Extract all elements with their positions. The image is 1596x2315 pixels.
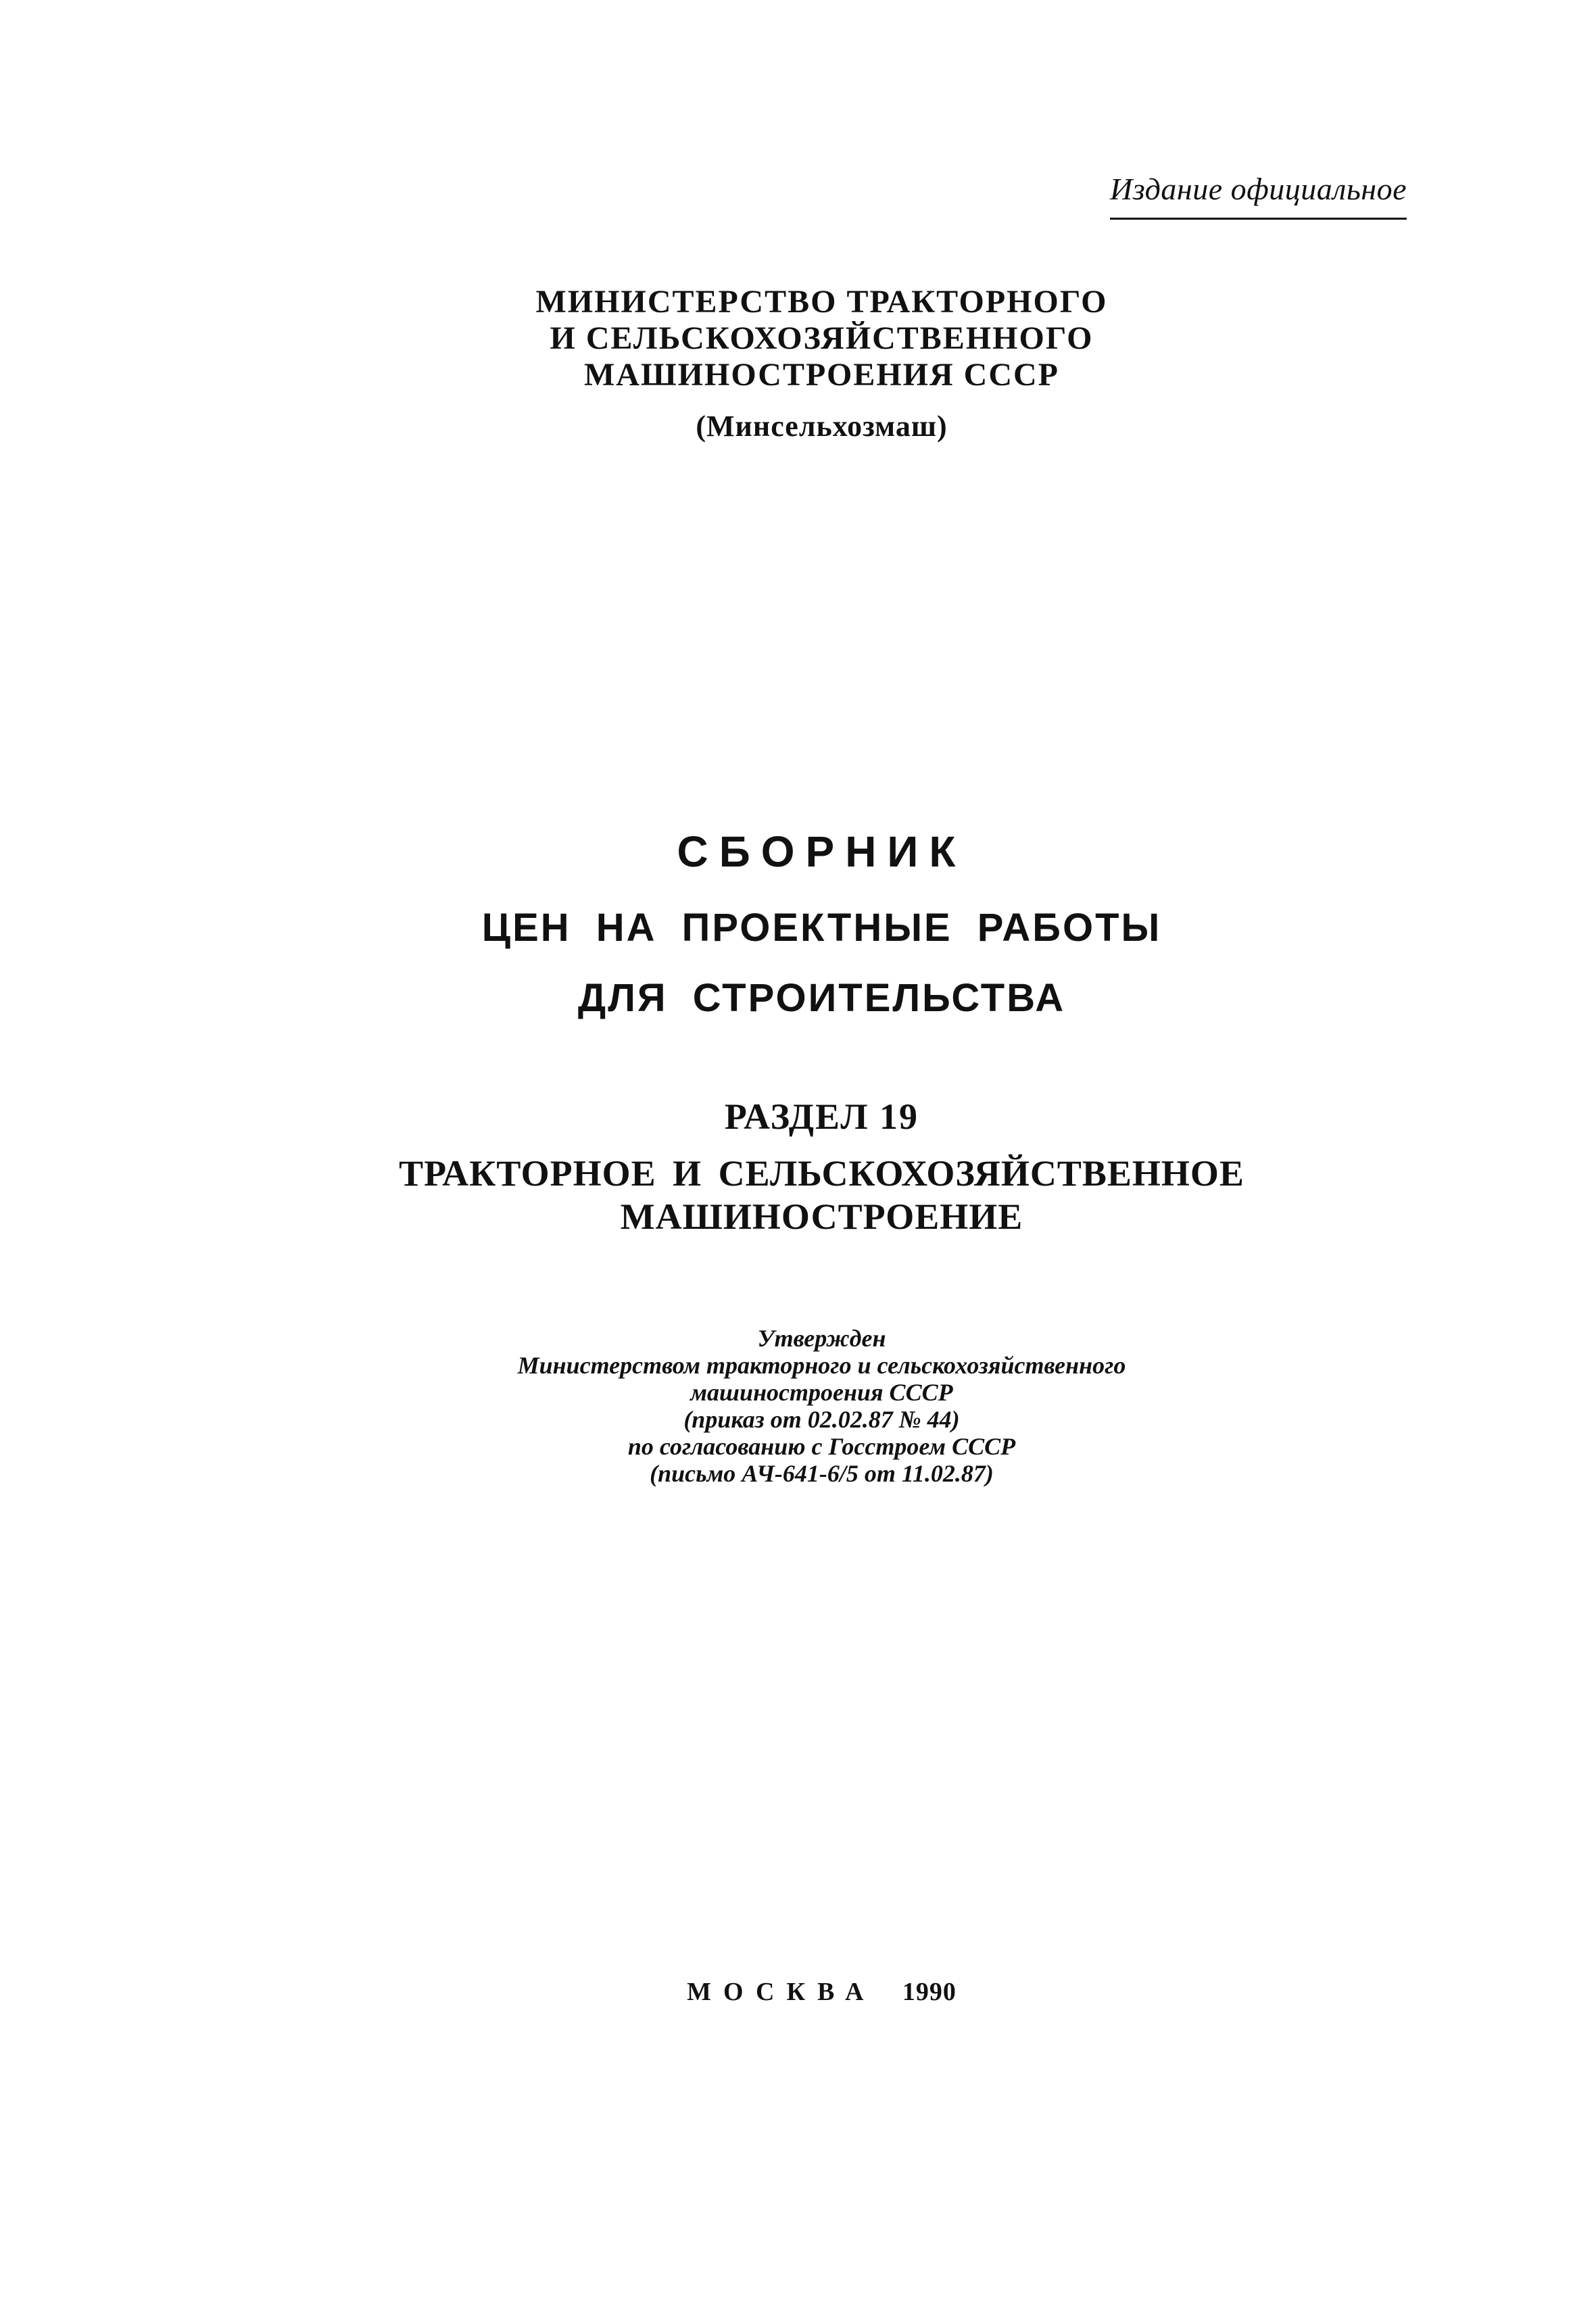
section-heading — [0, 1095, 1596, 1238]
imprint-footer — [0, 1977, 1596, 2007]
ministry-header — [0, 284, 1596, 445]
approval-line: Утвержден — [757, 1325, 886, 1352]
collection-subtitle-line: ЦЕН НА ПРОЕКТНЫЕ РАБОТЫ — [481, 906, 1162, 950]
approval-line: (письмо АЧ-641-6/5 от 11.02.87) — [650, 1460, 994, 1487]
edition-text: Издание официальное — [1110, 172, 1407, 206]
ministry-line: МИНИСТЕРСТВО ТРАКТОРНОГО — [535, 284, 1108, 320]
collection-subtitle-line: ДЛЯ СТРОИТЕЛЬСТВА — [577, 976, 1066, 1020]
approval-line: (приказ от 02.02.87 № 44) — [683, 1406, 960, 1433]
collection-main-title: СБОРНИК — [677, 827, 967, 876]
approval-line: Министерством тракторного и сельскохозяйственного — [517, 1352, 1126, 1379]
section-title-line: МАШИНОСТРОЕНИЕ — [620, 1196, 1023, 1237]
edition-underline — [1110, 218, 1407, 220]
ministry-line: МАШИНОСТРОЕНИЯ СССР — [584, 357, 1059, 393]
section-title-line: ТРАКТОРНОЕ И СЕЛЬСКОХОЗЯЙСТВЕННОЕ — [399, 1153, 1244, 1194]
section-number: РАЗДЕЛ 19 — [724, 1096, 919, 1137]
approval-note — [0, 1325, 1596, 1487]
ministry-line: И СЕЛЬСКОХОЗЯЙСТВЕННОГО — [550, 320, 1094, 356]
ministry-abbreviation: (Минсельхозмаш) — [696, 410, 948, 443]
imprint-city: МОСКВА — [687, 1978, 876, 2006]
edition-mark — [1110, 172, 1407, 220]
collection-title — [0, 825, 1596, 1022]
approval-line: по согласованию с Госстроем СССР — [627, 1433, 1016, 1460]
approval-line: машиностроения СССР — [690, 1379, 953, 1406]
imprint-year: 1990 — [902, 1978, 957, 2006]
